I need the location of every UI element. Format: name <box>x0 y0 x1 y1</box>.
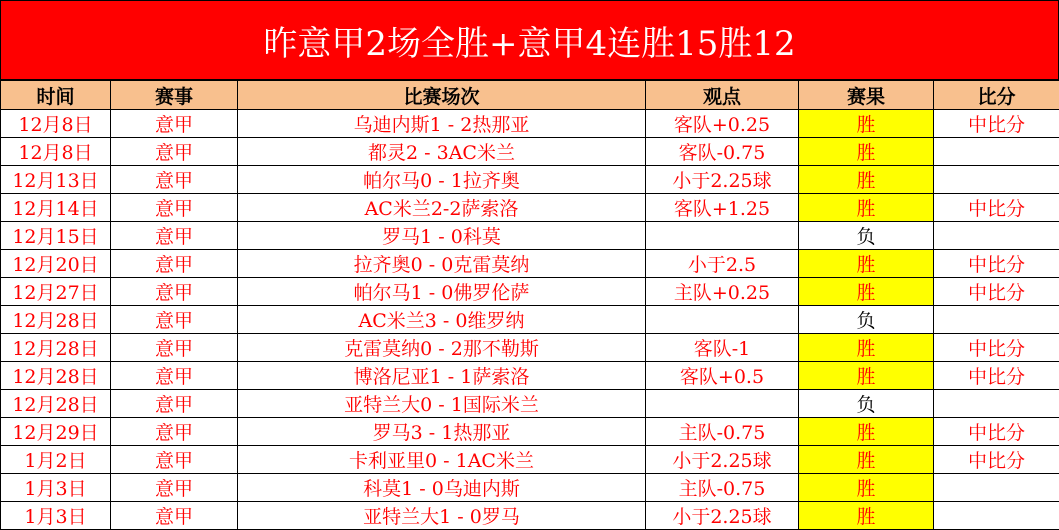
cell-score: 中比分 <box>934 362 1059 390</box>
cell-match: 博洛尼亚1 - 1萨索洛 <box>238 362 646 390</box>
table-row <box>1 194 1059 222</box>
cell-league: 意甲 <box>111 166 238 194</box>
cell-score: 中比分 <box>934 418 1059 446</box>
cell-date: 12月27日 <box>1 278 111 306</box>
cell-score: 中比分 <box>934 194 1059 222</box>
cell-league: 意甲 <box>111 138 238 166</box>
cell-league: 意甲 <box>111 222 238 250</box>
cell-date: 12月28日 <box>1 334 111 362</box>
cell-league: 意甲 <box>111 502 238 530</box>
cell-score <box>934 138 1059 166</box>
cell-date: 12月14日 <box>1 194 111 222</box>
table-row <box>1 306 1059 334</box>
cell-league: 意甲 <box>111 194 238 222</box>
cell-prediction: 客队-0.75 <box>646 138 799 166</box>
cell-match: 科莫1 - 0乌迪内斯 <box>238 474 646 502</box>
cell-prediction <box>646 306 799 334</box>
cell-prediction: 小于2.25球 <box>646 446 799 474</box>
cell-date: 1月2日 <box>1 446 111 474</box>
cell-prediction: 主队+0.25 <box>646 278 799 306</box>
cell-date: 12月13日 <box>1 166 111 194</box>
cell-prediction: 客队+0.5 <box>646 362 799 390</box>
cell-match: 罗马1 - 0科莫 <box>238 222 646 250</box>
cell-result: 胜 <box>799 278 934 306</box>
cell-date: 12月28日 <box>1 362 111 390</box>
cell-date: 12月28日 <box>1 390 111 418</box>
cell-date: 12月8日 <box>1 110 111 138</box>
table-row <box>1 418 1059 446</box>
cell-result: 胜 <box>799 446 934 474</box>
header-score: 比分 <box>934 81 1059 110</box>
table-row <box>1 390 1059 418</box>
cell-league: 意甲 <box>111 306 238 334</box>
cell-date: 1月3日 <box>1 474 111 502</box>
table-row <box>1 250 1059 278</box>
cell-result: 负 <box>799 222 934 250</box>
cell-result: 胜 <box>799 334 934 362</box>
cell-league: 意甲 <box>111 334 238 362</box>
cell-match: 卡利亚里0 - 1AC米兰 <box>238 446 646 474</box>
table-row <box>1 362 1059 390</box>
cell-result: 胜 <box>799 362 934 390</box>
cell-score: 中比分 <box>934 446 1059 474</box>
cell-prediction: 小于2.5 <box>646 250 799 278</box>
header-date: 时间 <box>1 81 111 110</box>
table-row <box>1 278 1059 306</box>
cell-league: 意甲 <box>111 278 238 306</box>
cell-prediction: 小于2.25球 <box>646 502 799 530</box>
cell-score <box>934 390 1059 418</box>
cell-score: 中比分 <box>934 334 1059 362</box>
cell-match: 拉齐奥0 - 0克雷莫纳 <box>238 250 646 278</box>
table-row <box>1 474 1059 502</box>
cell-result: 胜 <box>799 110 934 138</box>
cell-league: 意甲 <box>111 474 238 502</box>
cell-match: AC米兰2-2萨索洛 <box>238 194 646 222</box>
table-row <box>1 110 1059 138</box>
cell-match: 亚特兰大1 - 0罗马 <box>238 502 646 530</box>
cell-result: 负 <box>799 390 934 418</box>
cell-league: 意甲 <box>111 418 238 446</box>
cell-result: 胜 <box>799 166 934 194</box>
cell-result: 胜 <box>799 418 934 446</box>
cell-date: 12月15日 <box>1 222 111 250</box>
table-row <box>1 166 1059 194</box>
cell-score <box>934 474 1059 502</box>
header-row <box>1 81 1059 110</box>
cell-match: 都灵2 - 3AC米兰 <box>238 138 646 166</box>
cell-league: 意甲 <box>111 110 238 138</box>
cell-result: 胜 <box>799 474 934 502</box>
cell-score: 中比分 <box>934 110 1059 138</box>
header-result: 赛果 <box>799 81 934 110</box>
cell-score <box>934 222 1059 250</box>
results-table <box>0 80 1059 530</box>
cell-prediction: 主队-0.75 <box>646 418 799 446</box>
cell-result: 胜 <box>799 250 934 278</box>
cell-date: 12月29日 <box>1 418 111 446</box>
cell-match: 克雷莫纳0 - 2那不勒斯 <box>238 334 646 362</box>
cell-prediction: 主队-0.75 <box>646 474 799 502</box>
cell-prediction: 客队-1 <box>646 334 799 362</box>
header-match: 比赛场次 <box>238 81 646 110</box>
cell-prediction: 小于2.25球 <box>646 166 799 194</box>
cell-match: 帕尔马0 - 1拉齐奥 <box>238 166 646 194</box>
cell-date: 1月3日 <box>1 502 111 530</box>
cell-prediction: 客队+1.25 <box>646 194 799 222</box>
cell-league: 意甲 <box>111 446 238 474</box>
cell-score <box>934 306 1059 334</box>
cell-match: 罗马3 - 1热那亚 <box>238 418 646 446</box>
cell-match: 亚特兰大0 - 1国际米兰 <box>238 390 646 418</box>
cell-date: 12月20日 <box>1 250 111 278</box>
cell-date: 12月8日 <box>1 138 111 166</box>
cell-result: 胜 <box>799 138 934 166</box>
cell-match: 乌迪内斯1 - 2热那亚 <box>238 110 646 138</box>
cell-prediction <box>646 390 799 418</box>
table-row <box>1 446 1059 474</box>
cell-score <box>934 166 1059 194</box>
cell-result: 负 <box>799 306 934 334</box>
cell-league: 意甲 <box>111 250 238 278</box>
table-row <box>1 138 1059 166</box>
cell-result: 胜 <box>799 502 934 530</box>
cell-score: 中比分 <box>934 278 1059 306</box>
cell-prediction <box>646 222 799 250</box>
table-row <box>1 502 1059 530</box>
cell-score <box>934 502 1059 530</box>
header-league: 赛事 <box>111 81 238 110</box>
cell-score: 中比分 <box>934 250 1059 278</box>
cell-match: 帕尔马1 - 0佛罗伦萨 <box>238 278 646 306</box>
cell-result: 胜 <box>799 194 934 222</box>
table-row <box>1 222 1059 250</box>
cell-league: 意甲 <box>111 362 238 390</box>
cell-match: AC米兰3 - 0维罗纳 <box>238 306 646 334</box>
page-title: 昨意甲2场全胜+意甲4连胜15胜12 <box>0 0 1059 80</box>
header-prediction: 观点 <box>646 81 799 110</box>
table-row <box>1 334 1059 362</box>
cell-prediction: 客队+0.25 <box>646 110 799 138</box>
cell-date: 12月28日 <box>1 306 111 334</box>
cell-league: 意甲 <box>111 390 238 418</box>
